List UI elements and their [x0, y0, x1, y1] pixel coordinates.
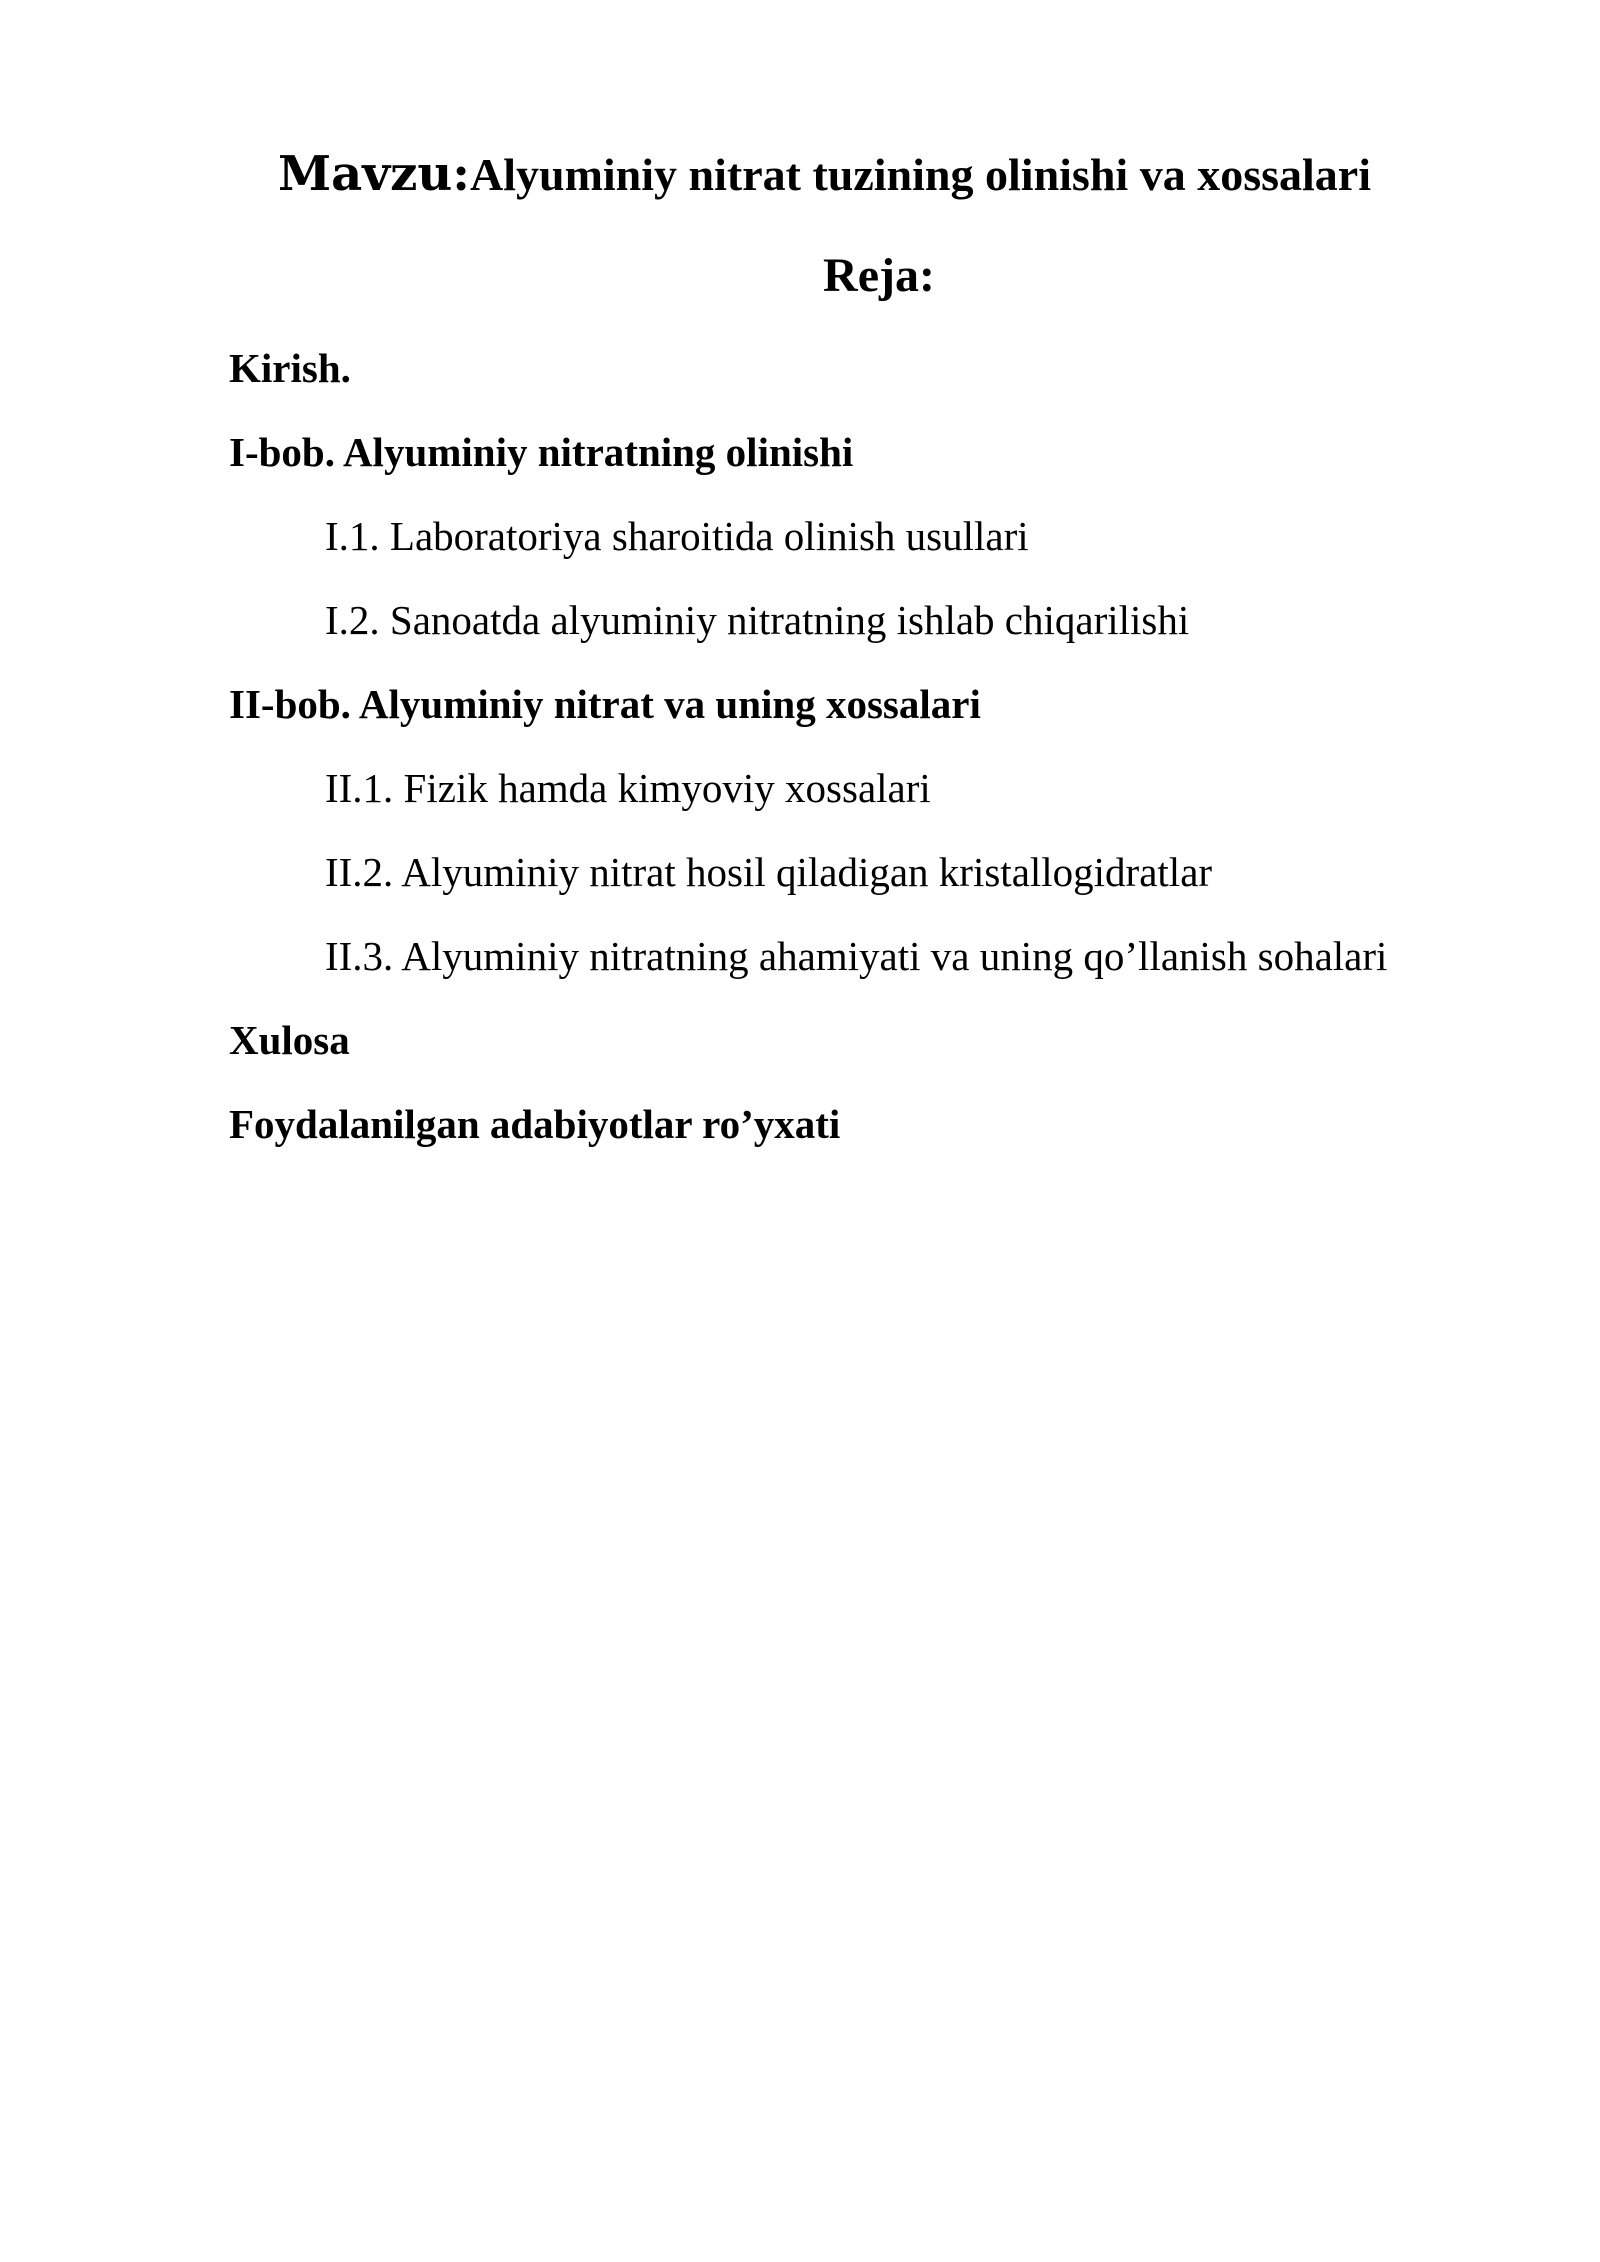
toc-item-introduction: Kirish. — [229, 345, 351, 391]
title-text: Alyuminiy nitrat tuzining olinishi va xossalari — [470, 149, 1371, 200]
toc-item-section-2-2: II.2. Alyuminiy nitrat hosil qiladigan kristallogidratlar — [325, 849, 1213, 895]
document-title — [278, 146, 1371, 202]
toc-item-section-2-1: II.1. Fizik hamda kimyoviy xossalari — [325, 765, 931, 811]
toc-item-chapter-2: II-bob. Alyuminiy nitrat va uning xossalari — [229, 681, 981, 727]
toc-item-section-1-2: I.2. Sanoatda alyuminiy nitratning ishlab chiqarilishi — [325, 597, 1190, 643]
toc-item-references: Foydalanilgan adabiyotlar ro’yxati — [229, 1101, 841, 1147]
toc-item-section-1-1: I.1. Laboratoriya sharoitida olinish usullari — [325, 513, 1029, 559]
toc-item-section-2-3: II.3. Alyuminiy nitratning ahamiyati va uning qo’llanish sohalari — [325, 933, 1388, 979]
toc-item-chapter-1: I-bob. Alyuminiy nitratning olinishi — [229, 429, 854, 475]
toc-item-conclusion: Xulosa — [229, 1017, 350, 1063]
plan-heading: Reja: — [823, 249, 935, 302]
title-prefix: Mavzu: — [278, 146, 470, 202]
